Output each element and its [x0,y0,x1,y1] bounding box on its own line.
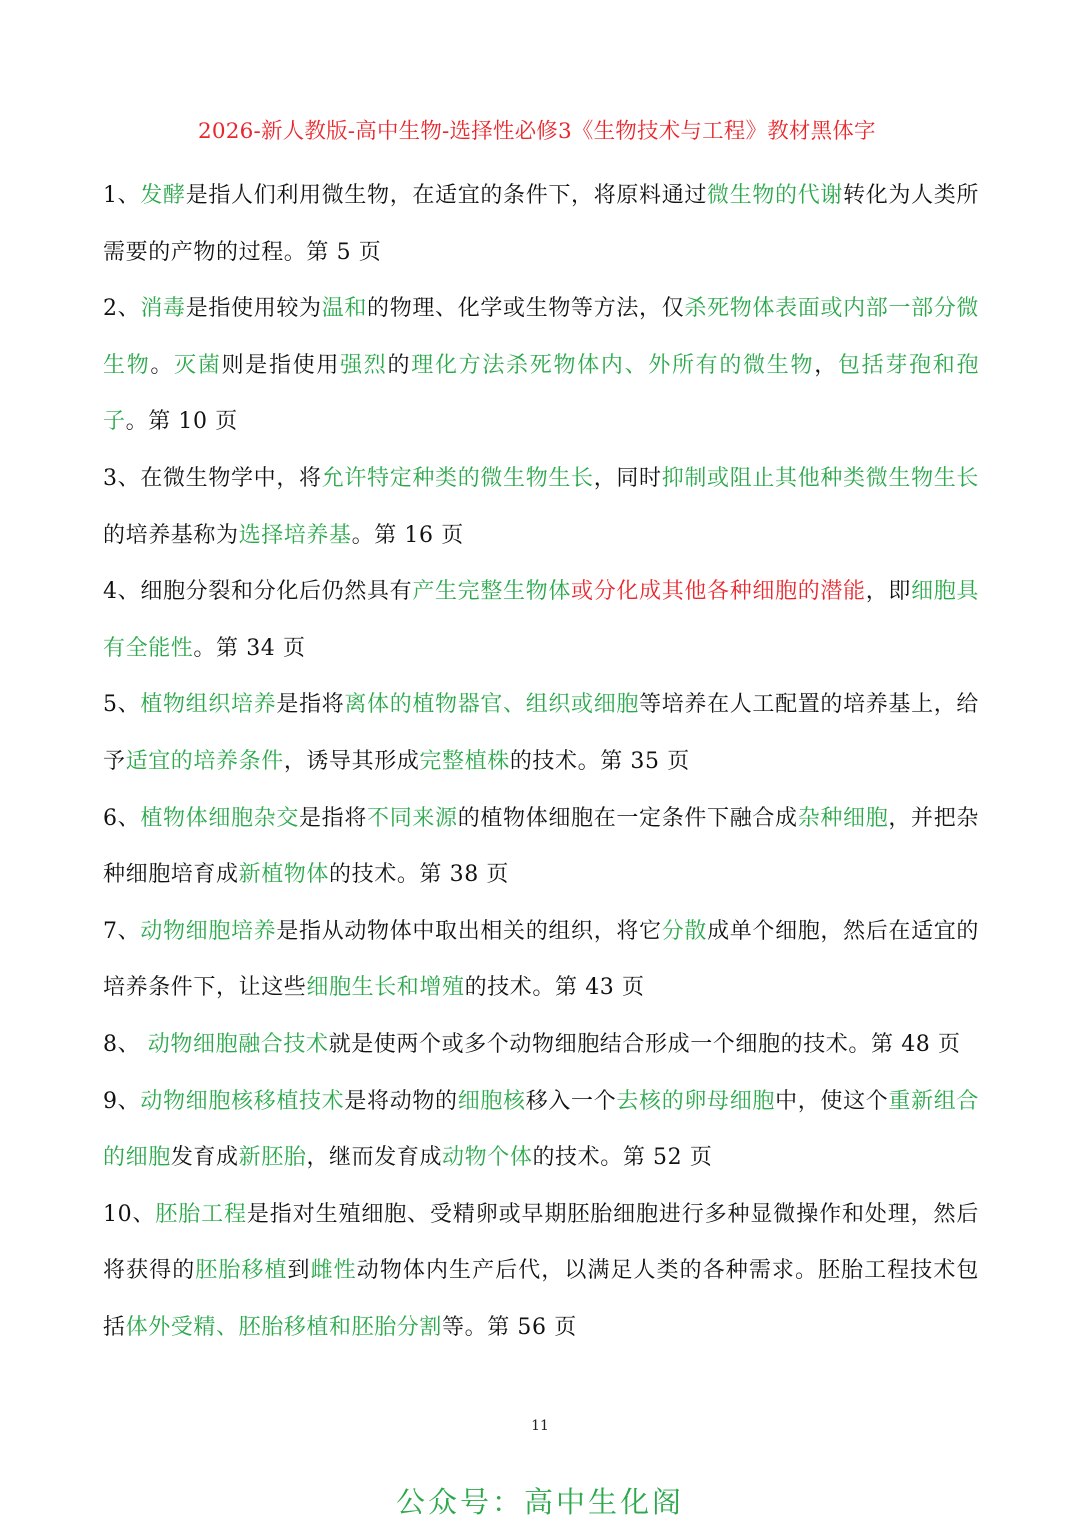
green-highlight-text: 细胞生长和增殖 [306,975,465,1001]
green-highlight-text: 强烈 [340,352,388,378]
green-highlight-text: 包括芽孢和孢子 [103,352,980,435]
green-highlight-text: 发酵 [140,183,186,208]
green-highlight-text: 适宜的培养条件 [125,748,284,774]
body-text: ，诱导其形成 [283,748,420,774]
body-text: 。第 16 页 [351,522,464,548]
green-highlight-text: 微生物的代谢 [707,183,844,208]
body-text: 的 [387,352,412,378]
body-text: 等培养在人工配置的培养基上，给予 [103,692,980,774]
green-highlight-text: 新胚胎 [238,1145,307,1171]
green-highlight-text: 杀死物体表面或内部一部分微生物 [103,296,980,378]
body-text: 成单个细胞，然后在适宜的培养条件下，让这些 [103,918,980,1001]
body-text: 的技术。第 43 页 [464,975,645,1001]
body-text: 是指人们利用微生物，在适宜的条件下，将原料通过 [185,183,708,208]
body-text: ，即 [865,579,912,605]
body-text: 的培养基称为 [103,522,239,548]
green-highlight-text: 温和 [321,296,368,322]
green-highlight-text: 细胞核 [457,1088,526,1114]
green-highlight-text: 胚胎工程 [155,1201,247,1227]
body-text: 。第 10 页 [125,409,238,435]
green-highlight-text: 不同来源 [367,805,458,831]
green-highlight-text: 杂种细胞 [797,805,889,831]
body-text: 是指从动物体中取出相关的组织，将它 [276,918,662,944]
definition-item [103,281,979,451]
body-text: 的物理、化学或生物等方法，仅 [367,296,685,322]
green-highlight-text: 分散 [661,918,708,944]
green-highlight-text: 动物个体 [442,1145,533,1171]
body-text: 。 [150,352,175,378]
body-text: 是指使用较为 [185,296,322,322]
body-text: 就是使两个或多个动物细胞结合形成一个细胞的技术。第 48 页 [328,1031,961,1057]
body-text: ，并把杂种细胞培育成 [103,805,979,888]
green-highlight-text: 完整植株 [419,748,510,774]
body-text: 5、 [103,692,141,718]
body-text: 是将动物的 [344,1088,458,1114]
definition-item [103,1187,979,1357]
definition-item [103,1017,979,1074]
definition-item [103,904,979,1017]
red-highlight-text: 或分化成其他各种细胞的潜能 [571,579,866,605]
body-text: ， [814,352,838,378]
body-text: 转化为人类所需要的产物的过程。第 5 页 [103,183,980,265]
definition-item [103,564,979,677]
body-text: 7、 [103,918,141,944]
body-text: 1、 [103,183,141,208]
green-highlight-text: 雌性 [310,1258,357,1284]
page-number: 11 [531,1418,549,1434]
green-highlight-text: 体外受精、胚胎移植和胚胎分割 [125,1314,443,1340]
body-text: 到 [287,1258,311,1284]
green-highlight-text: 理化方法杀死物体内、外所有的微生物 [411,352,815,378]
green-highlight-text: 动物细胞融合技术 [147,1031,329,1057]
green-highlight-text: 胚胎移植 [195,1258,288,1284]
green-highlight-text: 消毒 [140,296,186,322]
green-highlight-text: 产生完整生物体 [412,579,572,605]
body-text: ，同时 [593,465,662,491]
document-title: 2026-新人教版-高中生物-选择性必修3《生物技术与工程》教材黑体字 [198,119,876,144]
body-text: ，继而发育成 [306,1145,443,1171]
body-text: 。第 34 页 [193,635,306,661]
green-highlight-text: 允许特定种类的微生物生长 [321,465,594,491]
body-text: 中，使这个 [775,1088,889,1114]
green-highlight-text: 灭菌 [174,352,222,378]
body-text: 发育成 [170,1145,239,1171]
body-text: 等。第 56 页 [442,1314,577,1340]
green-highlight-text: 选择培养基 [238,522,352,548]
body-text: 是指对生殖细胞、受精卵或早期胚胎细胞进行多种显微操作和处理，然后将获得的 [103,1201,979,1284]
body-text: 移入一个 [525,1088,617,1114]
footer-watermark: 公众号：高中生化阁 [395,1485,684,1519]
body-text: 3、在微生物学中，将 [103,465,322,491]
green-highlight-text: 离体的植物器官、组织或细胞 [344,692,640,718]
body-text: 的植物体细胞在一定条件下融合成 [457,805,798,831]
green-highlight-text: 动物细胞培养 [140,918,277,944]
green-highlight-text: 细胞具有全能性 [103,579,979,661]
body-text: 2、 [103,296,141,322]
definition-item [103,677,979,790]
body-text: 4、细胞分裂和分化后仍然具有 [103,579,413,605]
green-highlight-text: 动物细胞核移植技术 [140,1088,345,1114]
body-text: 是指将 [299,805,368,831]
body-text: 6、 [103,805,141,831]
body-text: 9、 [103,1088,141,1114]
definition-item [103,1074,979,1187]
body-text: 的技术。第 38 页 [329,862,509,888]
body-text: 则是指使用 [221,352,341,378]
body-text: 8、 [103,1031,148,1057]
green-highlight-text: 去核的卵母细胞 [616,1088,776,1114]
green-highlight-text: 抑制或阻止其他种类微生物生长 [661,465,980,491]
definition-item [103,168,979,281]
green-highlight-text: 重新组合的细胞 [103,1088,980,1171]
definition-item [103,791,979,904]
definition-item [103,451,979,564]
body-text: 的技术。第 35 页 [509,748,690,774]
green-highlight-text: 植物组织培养 [140,692,277,718]
definition-list [103,168,979,1356]
body-text: 的技术。第 52 页 [532,1145,713,1171]
body-text: 动物体内生产后代，以满足人类的各种需求。胚胎工程技术包括 [103,1258,980,1340]
green-highlight-text: 新植物体 [238,862,330,888]
body-text: 是指将 [276,692,345,718]
green-highlight-text: 植物体细胞杂交 [140,805,300,831]
body-text: 10、 [103,1201,156,1227]
